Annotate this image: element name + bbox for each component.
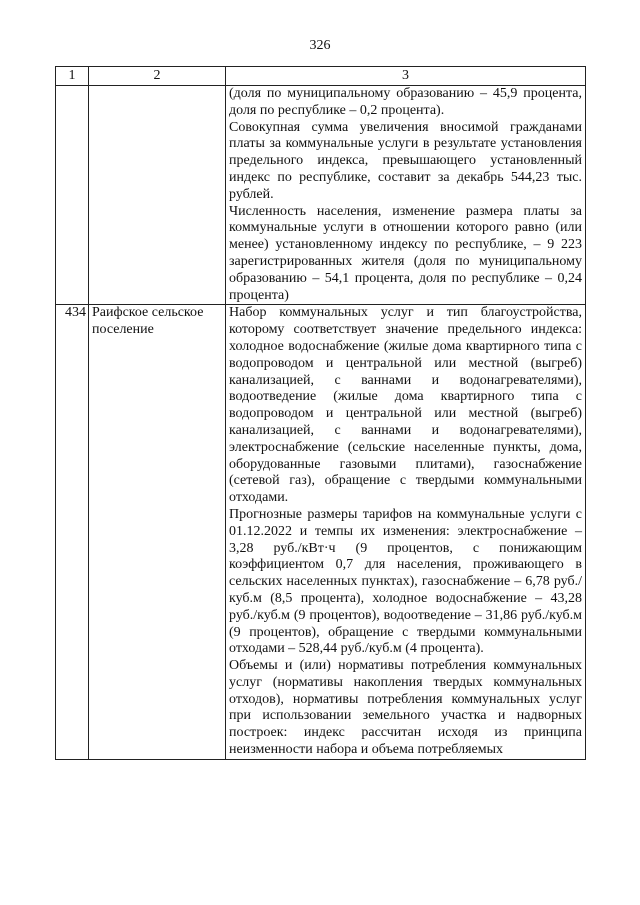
settlement-name-cell (89, 86, 226, 305)
page-number: 326 (309, 38, 331, 53)
paragraph: (доля по муниципальному образованию – 45,9 процента, доля по республике – 0,2 процента). (229, 86, 582, 118)
paragraph: Прогнозные размеры тарифов на коммунальные услуги с 01.12.2022 и темпы их изменения: электроснабжение – 3,28 руб./кВт·ч (9 процентов, с понижающим коэффициентом 0,7 для населения, проживающего в сельских населенных пунктах), газоснабжение – 6,78 руб./куб.м (8,5 процента), холодное водоснабжение – 43,28 руб./куб.м (9 процентов), водоотведение – 31,86 руб./куб.м (9 процентов), обращение с твердыми коммунальными отходами – 528,44 руб./куб.м (4 процента). (229, 506, 582, 657)
settlement-name-cell: Раифское сельское поселение (89, 305, 226, 760)
paragraph: Объемы и (или) нормативы потребления коммунальных услуг (нормативы накопления твердых коммунальных отходов), нормативы потребления коммунальных услуг при использовании земельного участка и надворных построек: индекс рассчитан исходя из принципа неизменности набора и объема потребляемых (229, 658, 582, 758)
row-number-cell (56, 86, 89, 305)
paragraph: Численность населения, изменение размера платы за коммунальные услуги в отношении которого равно (или менее) установленному индексу по республике, – 9 223 зарегистрированных жителя (доля по муниципальному образованию – 54,1 процента, доля по республике – 0,24 процента) (229, 203, 582, 303)
description-cell (226, 305, 586, 760)
table-row (56, 86, 586, 305)
header-cell-3: 3 (226, 67, 586, 86)
table-row (56, 305, 586, 760)
row-number-cell: 434 (56, 305, 89, 760)
paragraph: Набор коммунальных услуг и тип благоустройства, которому соответствует значение предельного индекса: холодное водоснабжение (жилые дома квартирного типа с водопроводом и центральной или местной (выгреб) канализацией, с ваннами и водонагревателями), водоотведение (жилые дома квартирного типа с водопроводом и центральной или местной (выгреб) канализацией, с ваннами и водонагревателями), электроснабжение (сельские населенные пункты, дома, оборудованные газовыми плитами), газоснабжение (сетевой газ), обращение с твердыми коммунальными отходами. (229, 305, 582, 506)
tariff-table (55, 66, 586, 760)
description-cell (226, 86, 586, 305)
header-cell-2: 2 (89, 67, 226, 86)
header-cell-1: 1 (56, 67, 89, 86)
paragraph: Совокупная сумма увеличения вносимой гражданами платы за коммунальные услуги в результате установления предельного индекса, превышающего установленный индекс по республике, составит за декабрь 544,23 тыс. рублей. (229, 119, 582, 202)
table-header-row (56, 67, 586, 86)
